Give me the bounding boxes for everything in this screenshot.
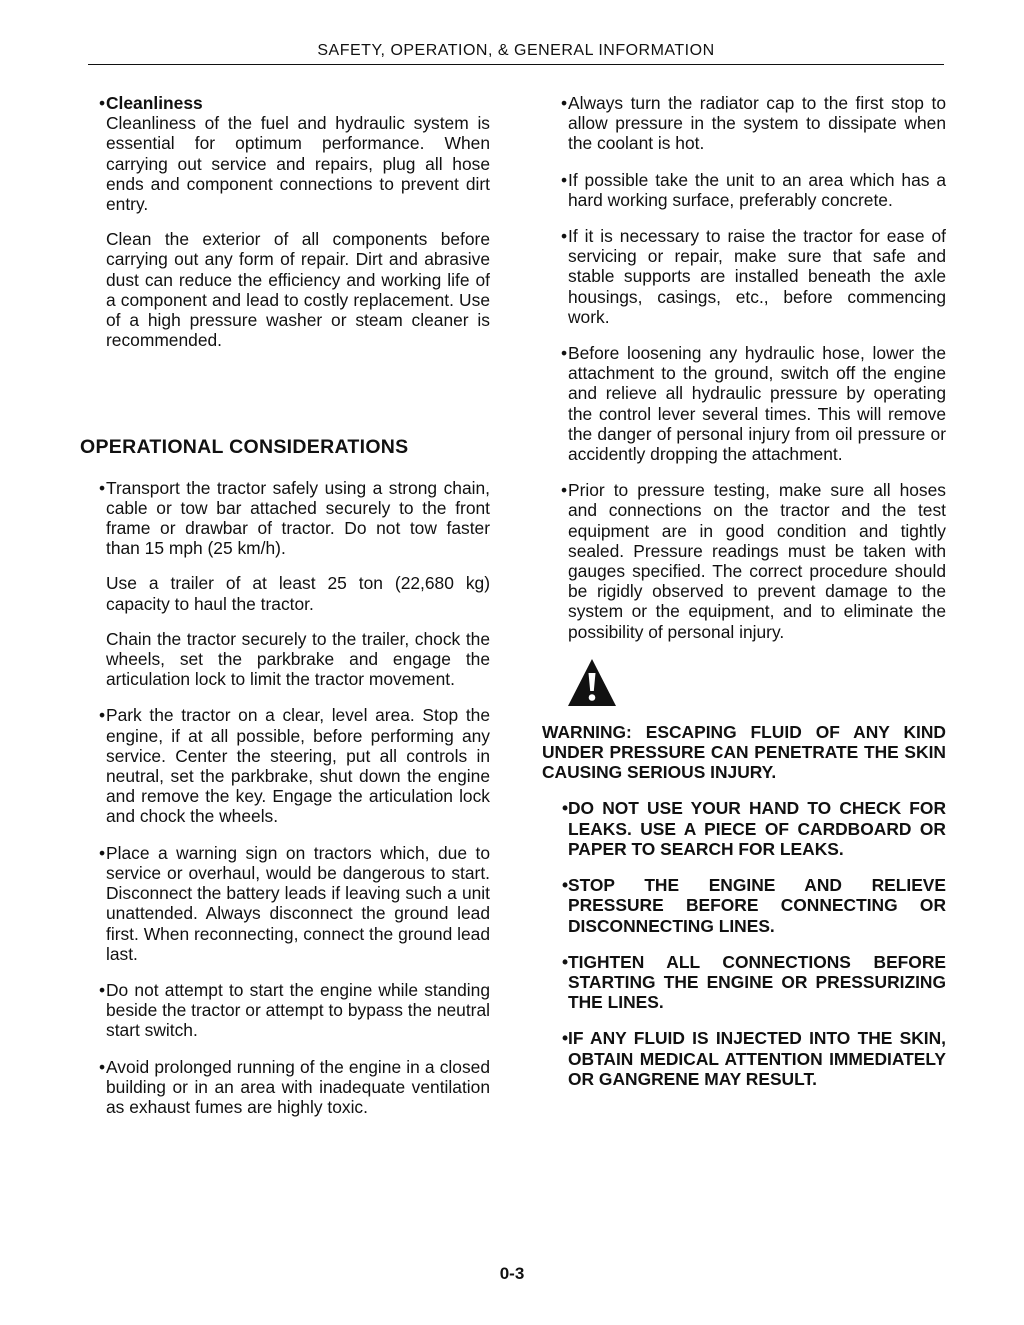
list-item xyxy=(542,480,946,642)
cleanliness-section xyxy=(80,93,490,350)
warning-list-item xyxy=(542,875,946,936)
list-item-text: Place a warning sign on tractors which, due to service or overhaul, would be dangerous to start. Disconnect the battery leads if leaving such a unit unattended. Always disconnect the ground lead first. When reconnecting, connect the ground lead last. xyxy=(106,842,490,964)
list-item xyxy=(542,226,946,327)
list-item xyxy=(80,705,490,826)
bullet-icon: • xyxy=(561,226,568,247)
bullet-icon: • xyxy=(99,1056,106,1077)
warning-list-item xyxy=(542,1028,946,1089)
transport-item xyxy=(80,478,490,690)
bullet-icon: • xyxy=(562,1028,569,1049)
right-column xyxy=(542,93,946,1089)
bullet-icon: • xyxy=(561,480,568,501)
transport-paragraph-3: Chain the tractor securely to the trailer, chock the wheels, set the parkbrake and engage the articulation lock to limit the tractor movement. xyxy=(106,628,490,690)
warning-item-text: STOP THE ENGINE AND RELIEVE PRESSURE BEFORE CONNECTING OR DISCONNECTING LINES. xyxy=(568,875,946,936)
bullet-icon: • xyxy=(561,169,568,190)
cleanliness-title: Cleanliness xyxy=(106,93,203,113)
list-item-text: Do not attempt to start the engine while standing beside the tractor or attempt to bypass the neutral start switch. xyxy=(106,979,490,1041)
list-item-text: Before loosening any hydraulic hose, lower the attachment to the ground, switch off the engine and relieve all hydraulic pressure by operating the control lever several times. This will remove the danger of personal injury from oil pressure or accidently dropping the attachment. xyxy=(568,343,946,465)
warning-triangle-icon xyxy=(567,658,617,708)
list-item-text: If possible take the unit to an area which has a hard working surface, preferably concrete. xyxy=(568,169,946,210)
list-item xyxy=(80,980,490,1041)
list-item xyxy=(80,1057,490,1118)
transport-paragraph-2: Use a trailer of at least 25 ton (22,680 kg) capacity to haul the tractor. xyxy=(106,573,490,614)
list-item-text: If it is necessary to raise the tractor for ease of servicing or repair, make sure that safe and stable supports are installed beneath the axle housings, casings, etc., before commencing work. xyxy=(568,226,946,327)
page-number: 0-3 xyxy=(499,1264,525,1283)
page-header: SAFETY, OPERATION, & GENERAL INFORMATION xyxy=(88,42,944,65)
bullet-icon: • xyxy=(561,343,568,364)
list-item-text: Avoid prolonged running of the engine in a closed building or in an area with inadequate ventilation as exhaust fumes are highly toxic. xyxy=(106,1056,490,1117)
bullet-icon: • xyxy=(99,842,106,863)
list-item-text: Always turn the radiator cap to the first stop to allow pressure in the system to dissipate when the coolant is hot. xyxy=(568,93,946,154)
left-column xyxy=(80,93,490,1117)
warning-list-item xyxy=(542,798,946,859)
bullet-icon: • xyxy=(99,477,106,498)
bullet-icon: • xyxy=(99,705,106,726)
list-item xyxy=(80,843,490,964)
bullet-icon: • xyxy=(562,951,569,972)
section-heading: OPERATIONAL CONSIDERATIONS xyxy=(80,436,409,459)
bullet-icon: • xyxy=(99,93,106,113)
list-item-text: Park the tractor on a clear, level area. Stop the engine, if at all possible, before performing any service. Center the steering, put all controls in neutral, set the parkbrake, shut down the engine and remove the key. Engage the articulation lock and chock the wheels. xyxy=(106,705,490,827)
list-item xyxy=(542,93,946,154)
list-item-text: Prior to pressure testing, make sure all hoses and connections on the tractor and the test equipment are in good condition and tightly sealed. Pressure readings must be taken with gauges specified. The correct procedure should be rigidly observed to prevent damage to the system or the equipment, and to eliminate the possibility of personal injury. xyxy=(568,480,946,642)
warning-item-text: TIGHTEN ALL CONNECTIONS BEFORE STARTING THE ENGINE OR PRESSURIZING THE LINES. xyxy=(568,951,946,1013)
list-item xyxy=(542,170,946,210)
bullet-icon: • xyxy=(561,93,568,113)
cleanliness-paragraph-1: Cleanliness of the fuel and hydraulic system is essential for optimum performance. When carrying out service and repairs, plug all hose ends and component connections to prevent dirt entry. xyxy=(106,113,490,215)
warning-item-text: IF ANY FLUID IS INJECTED INTO THE SKIN, OBTAIN MEDICAL ATTENTION IMMEDIATELY OR GANGRENE MAY RESULT. xyxy=(568,1028,946,1089)
cleanliness-paragraph-2: Clean the exterior of all components before carrying out any form of repair. Dirt and abrasive dust can reduce the efficiency and working life of a component and lead to costly replacement. Use of a high pressure washer or steam cleaner is recommended. xyxy=(106,229,490,351)
bullet-icon: • xyxy=(99,979,106,1000)
transport-paragraph-1: Transport the tractor safely using a strong chain, cable or tow bar attached securely to the front frame or drawbar of tractor. Do not tow faster than 15 mph (25 km/h). xyxy=(106,477,490,559)
warning-list-item xyxy=(542,952,946,1013)
bullet-icon: • xyxy=(562,798,569,819)
list-item xyxy=(542,343,946,464)
bullet-icon: • xyxy=(562,875,569,896)
warning-item-text: DO NOT USE YOUR HAND TO CHECK FOR LEAKS. USE A PIECE OF CARDBOARD OR PAPER TO SEARCH FOR LEAKS. xyxy=(568,798,946,859)
warning-title: WARNING: ESCAPING FLUID OF ANY KIND UNDER PRESSURE CAN PENETRATE THE SKIN CAUSING SERIOUS INJURY. xyxy=(542,721,946,783)
